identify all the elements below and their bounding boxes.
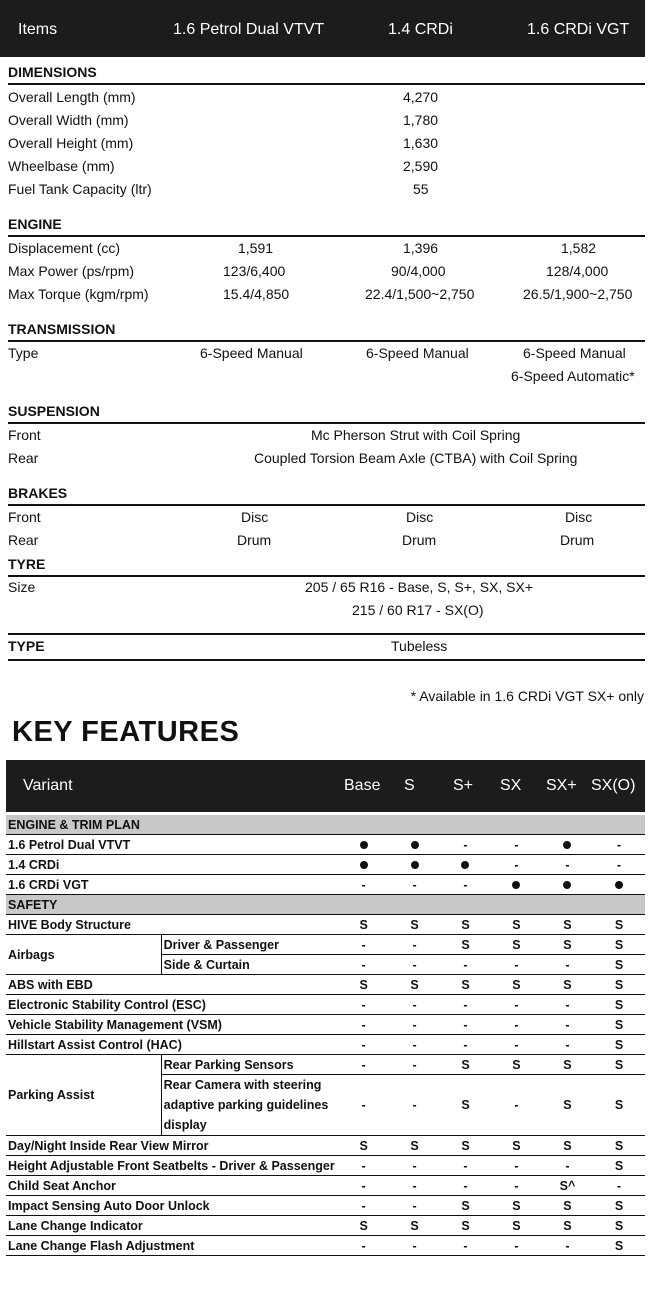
feature-value: - <box>389 1035 440 1055</box>
feature-value: S <box>593 1136 645 1156</box>
dot-icon <box>411 861 419 869</box>
feature-value: S <box>542 1075 593 1136</box>
header-col-crdi14: 1.4 CRDi <box>388 21 453 38</box>
feature-label: Day/Night Inside Rear View Mirror <box>6 1136 338 1156</box>
spec-row: Max Torque (kgm/rpm) 15.4/4,850 22.4/1,500~2,750 26.5/1,900~2,750 <box>8 286 633 302</box>
feature-value: - <box>389 1236 440 1256</box>
feature-row <box>6 995 645 1015</box>
header-items: Items <box>18 21 58 38</box>
feature-value: S <box>542 1136 593 1156</box>
feature-value: - <box>542 1236 593 1256</box>
feature-value <box>542 875 593 895</box>
feature-value: - <box>542 955 593 975</box>
spec-row: Front Disc Disc Disc <box>8 509 593 525</box>
feature-value: S <box>338 975 389 995</box>
feature-value: - <box>542 1156 593 1176</box>
feature-value: - <box>389 1156 440 1176</box>
feature-value: - <box>338 1156 389 1176</box>
feature-value: - <box>440 1176 491 1196</box>
dot-icon <box>512 881 520 889</box>
feature-row <box>6 935 645 955</box>
feature-value: - <box>338 935 389 955</box>
spec-row: Rear Coupled Torsion Beam Axle (CTBA) with Coil Spring <box>8 450 578 466</box>
spec-row: Max Power (ps/rpm) 123/6,400 90/4,000 128/4,000 <box>8 263 609 279</box>
feature-value: S <box>338 1216 389 1236</box>
feature-value: S <box>440 915 491 935</box>
feature-value: - <box>491 835 542 855</box>
feature-value: - <box>491 955 542 975</box>
feature-label: 1.4 CRDi <box>6 855 338 875</box>
feature-value: S <box>491 1196 542 1216</box>
feature-value: - <box>389 1015 440 1035</box>
feature-label: Electronic Stability Control (ESC) <box>6 995 338 1015</box>
feature-value: S <box>491 1216 542 1236</box>
feature-value: - <box>338 1176 389 1196</box>
spec-row: Front Mc Pherson Strut with Coil Spring <box>8 427 521 443</box>
feature-value: - <box>338 1075 389 1136</box>
feature-label: Hillstart Assist Control (HAC) <box>6 1035 338 1055</box>
feature-label: Vehicle Stability Management (VSM) <box>6 1015 338 1035</box>
spec-row: Overall Height (mm) 1,630 <box>8 135 439 151</box>
feature-value: S <box>389 1216 440 1236</box>
header-variant: Variant <box>23 777 73 794</box>
feature-row <box>6 1156 645 1176</box>
section-dimensions: DIMENSIONS <box>8 64 645 85</box>
feature-row <box>6 1236 645 1256</box>
feature-value <box>389 855 440 875</box>
dot-icon <box>360 861 368 869</box>
dot-icon <box>461 861 469 869</box>
feature-value: S <box>593 1015 645 1035</box>
feature-label: HIVE Body Structure <box>6 915 338 935</box>
spec-row: Rear Drum Drum Drum <box>8 532 595 548</box>
feature-value: S <box>542 1055 593 1075</box>
feature-value: - <box>389 1196 440 1216</box>
header-sxo: SX(O) <box>591 777 636 794</box>
feature-value <box>440 855 491 875</box>
dot-icon <box>563 881 571 889</box>
feature-value: - <box>542 1035 593 1055</box>
feature-value: S <box>593 915 645 935</box>
feature-value: S <box>542 915 593 935</box>
dot-icon <box>411 841 419 849</box>
feature-value: - <box>542 995 593 1015</box>
feature-value: S <box>440 975 491 995</box>
feature-value: S <box>593 995 645 1015</box>
category-row <box>6 895 645 915</box>
feature-value: - <box>440 1156 491 1176</box>
feature-value <box>491 875 542 895</box>
feature-row <box>6 835 645 855</box>
feature-value: - <box>491 995 542 1015</box>
feature-value: S <box>491 915 542 935</box>
feature-value: S <box>491 1055 542 1075</box>
feature-row <box>6 975 645 995</box>
dot-icon <box>360 841 368 849</box>
spec-row: Wheelbase (mm) 2,590 <box>8 158 439 174</box>
header-sx-plus: SX+ <box>546 777 577 794</box>
feature-sublabel: Rear Parking Sensors <box>161 1055 338 1075</box>
feature-value: - <box>440 995 491 1015</box>
feature-value: - <box>491 1236 542 1256</box>
feature-value: - <box>338 1035 389 1055</box>
feature-value: - <box>389 955 440 975</box>
feature-value: - <box>491 1176 542 1196</box>
feature-value: - <box>542 855 593 875</box>
feature-value: S <box>440 1075 491 1136</box>
feature-value: - <box>440 875 491 895</box>
feature-value: S <box>440 1216 491 1236</box>
category-label: SAFETY <box>6 895 645 915</box>
feature-label: Parking Assist <box>6 1055 161 1136</box>
feature-value: S <box>338 1136 389 1156</box>
feature-value: - <box>491 1156 542 1176</box>
feature-value: - <box>338 875 389 895</box>
feature-value: S <box>593 955 645 975</box>
feature-value: - <box>440 1035 491 1055</box>
feature-value: - <box>338 955 389 975</box>
feature-value: S <box>338 915 389 935</box>
feature-value: - <box>389 1075 440 1136</box>
section-tyre: TYRE <box>8 556 645 577</box>
feature-value <box>338 835 389 855</box>
feature-row <box>6 1136 645 1156</box>
feature-value: S <box>593 1075 645 1136</box>
feature-row <box>6 1196 645 1216</box>
feature-label: Lane Change Flash Adjustment <box>6 1236 338 1256</box>
spec-row: TYPE Tubeless <box>8 638 645 661</box>
feature-value: - <box>440 1236 491 1256</box>
feature-row <box>6 915 645 935</box>
spec-row: 215 / 60 R17 - SX(O) <box>352 602 484 618</box>
feature-label: 1.6 CRDi VGT <box>6 875 338 895</box>
feature-value: S <box>542 1196 593 1216</box>
feature-label: Child Seat Anchor <box>6 1176 338 1196</box>
feature-value: - <box>593 855 645 875</box>
feature-sublabel: Side & Curtain <box>161 955 338 975</box>
feature-value: S <box>440 1196 491 1216</box>
feature-value: S <box>593 975 645 995</box>
feature-value: - <box>389 935 440 955</box>
feature-value: S <box>440 1055 491 1075</box>
feature-value: S <box>593 1236 645 1256</box>
feature-row <box>6 1055 645 1075</box>
feature-value <box>593 875 645 895</box>
category-label: ENGINE & TRIM PLAN <box>6 815 645 835</box>
feature-value: - <box>491 1015 542 1035</box>
feature-value: S <box>491 935 542 955</box>
feature-value: S <box>593 1055 645 1075</box>
feature-value: S <box>593 1156 645 1176</box>
key-features-header <box>6 760 645 812</box>
feature-label: Lane Change Indicator <box>6 1216 338 1236</box>
feature-label: Airbags <box>6 935 161 975</box>
feature-sublabel: Driver & Passenger <box>161 935 338 955</box>
dot-icon <box>563 841 571 849</box>
feature-value: - <box>338 1196 389 1216</box>
key-features-table <box>6 815 645 1256</box>
feature-value: S <box>491 975 542 995</box>
feature-value: - <box>542 1015 593 1035</box>
spec-row: Fuel Tank Capacity (ltr) 55 <box>8 181 429 197</box>
section-brakes: BRAKES <box>8 485 645 506</box>
feature-value: S <box>440 935 491 955</box>
feature-label: Impact Sensing Auto Door Unlock <box>6 1196 338 1216</box>
feature-value: - <box>389 1176 440 1196</box>
header-sx: SX <box>500 777 522 794</box>
feature-label: 1.6 Petrol Dual VTVT <box>6 835 338 855</box>
feature-value: - <box>491 1035 542 1055</box>
feature-value: S^ <box>542 1176 593 1196</box>
feature-row <box>6 1176 645 1196</box>
feature-value: - <box>338 1055 389 1075</box>
feature-value: - <box>338 995 389 1015</box>
feature-value: S <box>593 935 645 955</box>
spec-row: 6-Speed Automatic* <box>511 368 635 384</box>
feature-value: S <box>542 1216 593 1236</box>
section-suspension: SUSPENSION <box>8 403 645 424</box>
feature-value: - <box>440 835 491 855</box>
feature-value: S <box>593 1216 645 1236</box>
feature-value: - <box>440 955 491 975</box>
feature-value <box>338 855 389 875</box>
header-base: Base <box>344 777 381 794</box>
spec-table-header <box>0 0 645 57</box>
feature-value: S <box>491 1136 542 1156</box>
feature-value: S <box>542 935 593 955</box>
feature-value: - <box>491 855 542 875</box>
header-col-petrol: 1.6 Petrol Dual VTVT <box>173 21 325 38</box>
feature-value: - <box>338 1236 389 1256</box>
feature-value: - <box>389 875 440 895</box>
feature-value: - <box>593 1176 645 1196</box>
feature-value: - <box>593 835 645 855</box>
category-row <box>6 815 645 835</box>
dot-icon <box>615 881 623 889</box>
feature-value: - <box>389 1055 440 1075</box>
feature-value: S <box>593 1196 645 1216</box>
feature-value: - <box>389 995 440 1015</box>
key-features-title: KEY FEATURES <box>12 716 240 748</box>
feature-row <box>6 855 645 875</box>
section-engine: ENGINE <box>8 216 645 237</box>
feature-value: S <box>389 975 440 995</box>
footnote: * Available in 1.6 CRDi VGT SX+ only <box>410 688 644 704</box>
feature-value: - <box>440 1015 491 1035</box>
header-col-crdi16: 1.6 CRDi VGT <box>527 21 630 38</box>
feature-value: S <box>389 1136 440 1156</box>
feature-value: S <box>593 1035 645 1055</box>
feature-sublabel: Rear Camera with steering adaptive parking guidelines display <box>161 1075 338 1136</box>
feature-value <box>389 835 440 855</box>
spec-row: Displacement (cc) 1,591 1,396 1,582 <box>8 240 597 256</box>
feature-value: S <box>542 975 593 995</box>
feature-value: - <box>491 1075 542 1136</box>
header-s: S <box>404 777 415 794</box>
feature-row <box>6 875 645 895</box>
feature-value: S <box>440 1136 491 1156</box>
section-type: TYPE <box>8 638 45 654</box>
feature-value: S <box>389 915 440 935</box>
spec-row: Type 6-Speed Manual 6-Speed Manual 6-Speed Manual <box>8 345 626 361</box>
feature-value <box>542 835 593 855</box>
feature-label: Height Adjustable Front Seatbelts - Driver & Passenger <box>6 1156 338 1176</box>
feature-row <box>6 1216 645 1236</box>
spec-row: Size 205 / 65 R16 - Base, S, S+, SX, SX+ <box>8 579 534 595</box>
section-transmission: TRANSMISSION <box>8 321 645 342</box>
feature-value: - <box>338 1015 389 1035</box>
spec-row: Overall Width (mm) 1,780 <box>8 112 439 128</box>
feature-label: ABS with EBD <box>6 975 338 995</box>
feature-row <box>6 1035 645 1055</box>
spec-row: Overall Length (mm) 4,270 <box>8 89 439 105</box>
header-s-plus: S+ <box>453 777 474 794</box>
feature-row <box>6 1015 645 1035</box>
